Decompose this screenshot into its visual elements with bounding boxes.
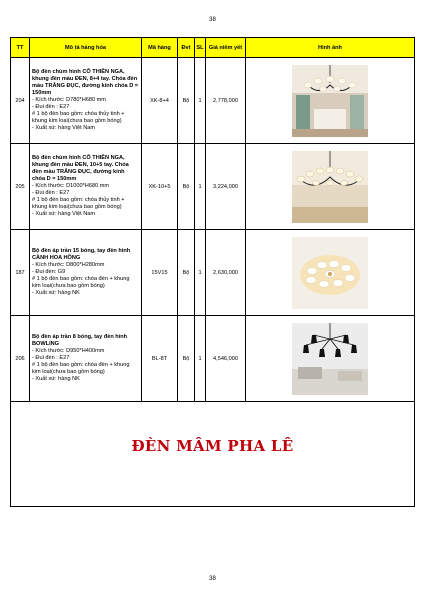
row-line: # 1 bộ đèn bao gồm: chóa thủy tinh + khung kim loại(chưa bao gồm bóng) [32,197,125,210]
ceiling-lamp-photo [292,237,368,309]
table-row [11,144,415,230]
row-image-cell [246,230,415,316]
row-unit: Bộ [178,58,195,144]
page-number-top: 38 [209,17,216,23]
row-unit: Bộ [178,230,195,316]
row-line: - Kích thước: D950*H400mm [32,348,105,354]
chandelier-photo [292,65,368,137]
row-tt: 187 [11,230,30,316]
row-line: - Xuất xứ: hàng Việt Nam [32,211,96,217]
section-row [11,402,415,507]
row-tt: 206 [11,316,30,402]
table-header-row [11,38,415,58]
row-line: - Kích thước: D780*H680 mm [32,97,106,103]
row-code: XK-8+4 [142,58,178,144]
section-cell [11,402,415,507]
row-code: 15V15 [142,230,178,316]
row-line: - Đui đèn : E27 [32,190,70,196]
header-qty: SL [195,38,206,58]
header-tt: TT [11,38,30,58]
header-image: Hình ảnh [246,38,415,58]
row-unit: Bộ [178,316,195,402]
row-description [30,144,142,230]
header-description: Mô tả hàng hóa [30,38,142,58]
row-price: 2,778,000 [206,58,246,144]
section-title: ĐÈN MÂM PHA LÊ [131,437,294,455]
row-price: 4,546,000 [206,316,246,402]
row-line: - Kích thước: D1000*H680 mm [32,183,110,189]
page-number-bottom: 38 [209,576,216,582]
chandelier-photo [292,151,368,223]
row-description [30,316,142,402]
row-qty: 1 [195,230,206,316]
header-price: Giá niêm yết [206,38,246,58]
header-unit: Đvt [178,38,195,58]
row-qty: 1 [195,58,206,144]
row-image-cell [246,316,415,402]
row-line: - Đui đèn: G9 [32,269,66,275]
row-title: Bộ đèn chùm hình CÔ THIÊN NGA, khung đèn màu ĐEN, 10+5 tay. Chóa đèn màu TRẮNG ĐỤC, đường kính chóa D = 150mm [32,155,129,182]
row-image-cell [246,58,415,144]
row-price: 2,630,000 [206,230,246,316]
row-price: 3,224,000 [206,144,246,230]
bowling-lamp-photo [292,323,368,395]
row-line: - Đui đèn : E27 [32,355,70,361]
row-title: Bộ đèn áp trần 15 bóng, tay đèn hình CÀNH HOA HỒNG [32,248,131,261]
row-tt: 204 [11,58,30,144]
row-qty: 1 [195,316,206,402]
row-line: - Xuất xứ: hàng NK [32,376,80,382]
table-row [11,230,415,316]
row-description [30,230,142,316]
table-row [11,58,415,144]
row-title: Bộ đèn áp trần 8 bóng, tay đèn hình BOWLING [32,334,128,347]
row-description [30,58,142,144]
row-line: - Xuất xứ: hàng Việt Nam [32,125,96,131]
row-line: - Xuất xứ: hàng NK [32,290,80,296]
table-row [11,316,415,402]
row-tt: 205 [11,144,30,230]
row-code: XK-10+5 [142,144,178,230]
row-title: Bộ đèn chùm hình CÔ THIÊN NGA, khung đèn màu ĐEN, 8+4 tay. Chóa đèn màu TRẮNG ĐỤC, đường kính chóa D = 150mm [32,69,139,96]
row-line: # 1 bộ đèn bao gồm: chóa thủy tinh + khung kim loại(chưa bao gồm bóng) [32,111,125,124]
header-code: Mã hàng [142,38,178,58]
row-line: - Kích thước: D800*H280mm [32,262,105,268]
row-unit: Bộ [178,144,195,230]
product-table [10,37,415,507]
row-line: # 1 bộ đèn bao gồm: chóa đèn + khung kim loại(chưa bao gồm bóng) [32,362,130,375]
row-qty: 1 [195,144,206,230]
row-line: # 1 bộ đèn bao gồm: chóa đèn + khung kim loại(chưa bao gồm bóng) [32,276,130,289]
row-code: BL-8T [142,316,178,402]
row-image-cell [246,144,415,230]
row-line: - Đui đèn : E27 [32,104,70,110]
